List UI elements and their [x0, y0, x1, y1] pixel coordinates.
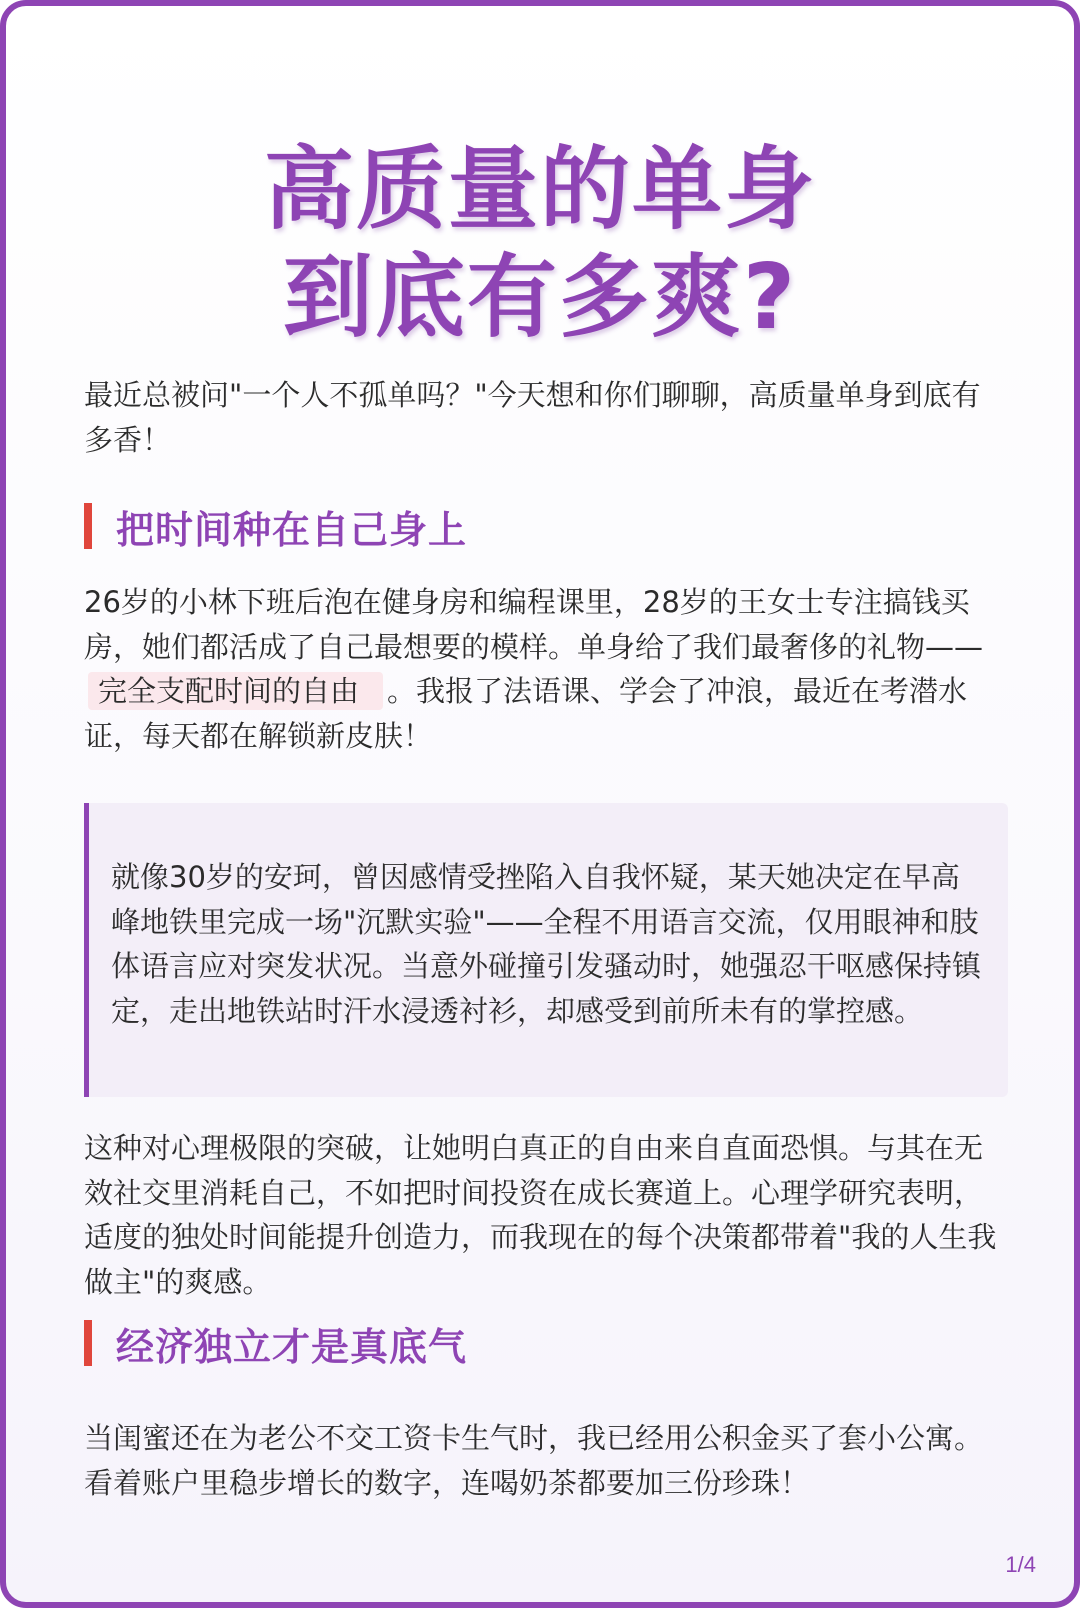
section-heading-text: 经济独立才是真底气 — [116, 1324, 468, 1369]
heading-accent-bar — [84, 1320, 92, 1366]
section-heading-text: 把时间种在自己身上 — [116, 507, 468, 552]
page-title — [6, 136, 1074, 352]
title-line-1: 高质量的单身 — [264, 137, 816, 242]
section-heading-finance — [84, 1318, 1008, 1368]
section-heading-time — [84, 501, 1008, 551]
quote-text: 就像30岁的安珂，曾因感情受挫陷入自我怀疑，某天她决定在早高峰地铁里完成一场"沉默实验"——全程不用语言交流，仅用眼神和肢体语言应对突发状况。当意外碰撞引发骚动时，她强忍干呕感保持镇定，走出地铁站时汗水浸透衬衫，却感受到前所未有的掌控感。 — [111, 860, 982, 1028]
section1-text-after: 。我报了法语课、学会了冲浪，最近在考潜水证，每天都在解锁新皮肤！ — [84, 674, 968, 753]
intro-paragraph: 最近总被问"一个人不孤单吗？"今天想和你们聊聊，高质量单身到底有多香！ — [84, 378, 981, 457]
heading-accent-bar — [84, 503, 92, 549]
page-indicator: 1/4 — [1005, 1552, 1036, 1577]
section1-text-before: 26岁的小林下班后泡在健身房和编程课里，28岁的王女士专注搞钱买房，她们都活成了自己最想要的模样。单身给了我们最奢侈的礼物—— — [84, 585, 984, 664]
section2-paragraph: 当闺蜜还在为老公不交工资卡生气时，我已经用公积金买了套小公寓。看着账户里稳步增长的数字，连喝奶茶都要加三份珍珠！ — [84, 1421, 984, 1500]
quote-block — [84, 803, 1008, 1097]
section1-paragraph — [84, 580, 1008, 758]
highlight-text: 完全支配时间的自由 — [88, 672, 383, 710]
section1-paragraph-2: 这种对心理极限的突破，让她明白真正的自由来自直面恐惧。与其在无效社交里消耗自己，不如把时间投资在成长赛道上。心理学研究表明，适度的独处时间能提升创造力，而我现在的每个决策都带着"我的人生我做主"的爽感。 — [84, 1131, 997, 1299]
title-line-2: 到底有多爽? — [282, 245, 798, 350]
